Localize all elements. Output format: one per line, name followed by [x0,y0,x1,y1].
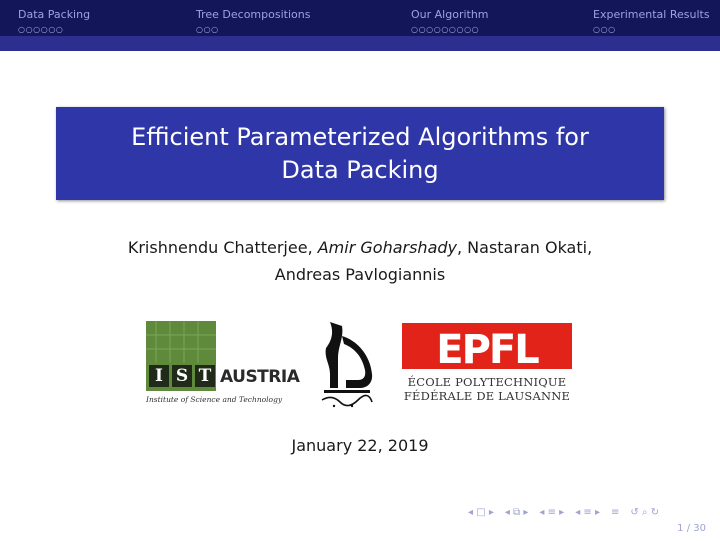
beamer-navigation-controls [468,507,659,518]
epfl-line-1: ÉCOLE POLYTECHNIQUE [407,375,567,389]
title-line-2: Data Packing [281,155,439,184]
epfl-wordmark-icon [402,323,572,369]
nav-section-tree-decompositions[interactable]: Tree Decompositions [196,8,311,21]
ist-austria-logo [146,321,298,405]
epfl-line-2: FÉDÉRALE DE LAUSANNE [403,389,571,403]
author-1: Krishnendu Chatterjee, [127,238,318,257]
title-line-1: Efficient Parameterized Algorithms for [131,122,589,151]
ist-letters [149,365,215,387]
author-presenter: Amir Goharshady [317,238,457,257]
ist-letter-i: I [149,365,169,387]
epfl-red-block [402,323,572,369]
ist-letter-s: S [172,365,192,387]
page-number: 1 / 30 [677,523,706,534]
nav-dots-data-packing[interactable]: ○○○○○○ [18,25,64,34]
header-subbar [0,36,720,51]
nav-search-icon[interactable]: ↺ ⌕ ↻ [630,507,660,518]
nav-dots-tree-decompositions[interactable]: ○○○ [196,25,219,34]
title-box [56,107,664,200]
nav-subsection-icon[interactable]: ◂ ⧉ ▸ [504,507,529,518]
epfl-wordmark: EPFL [436,327,538,369]
nav-dots-experimental-results[interactable]: ○○○ [593,25,616,34]
sharif-university-emblem-icon [316,318,378,410]
nav-presentation-icon[interactable]: ◂ ≡ ▸ [575,507,600,518]
author-list [0,234,720,288]
nav-toc-icon[interactable]: ≡ [610,507,620,518]
ist-letter-t: T [195,365,215,387]
author-3: , Nastaran Okati, [457,238,593,257]
section-navigation-bar [0,0,720,36]
ist-subtitle: Institute of Science and Technology [146,395,283,404]
nav-section-icon[interactable]: ◂ ≡ ▸ [539,507,565,518]
epfl-logo [402,323,572,405]
nav-dots-our-algorithm[interactable]: ○○○○○○○○○ [411,25,480,34]
nav-section-data-packing[interactable]: Data Packing [18,8,91,21]
nav-section-experimental-results[interactable]: Experimental Results [593,8,710,21]
nav-section-our-algorithm[interactable]: Our Algorithm [411,8,489,21]
nav-frame-icon[interactable]: ◂ □ ▸ [468,507,494,518]
slide-title [131,121,589,187]
presentation-date: January 22, 2019 [291,436,429,455]
ist-austria-word: AUSTRIA [220,367,300,387]
ist-pattern-icon [146,321,216,365]
author-4: Andreas Pavlogiannis [274,265,446,284]
